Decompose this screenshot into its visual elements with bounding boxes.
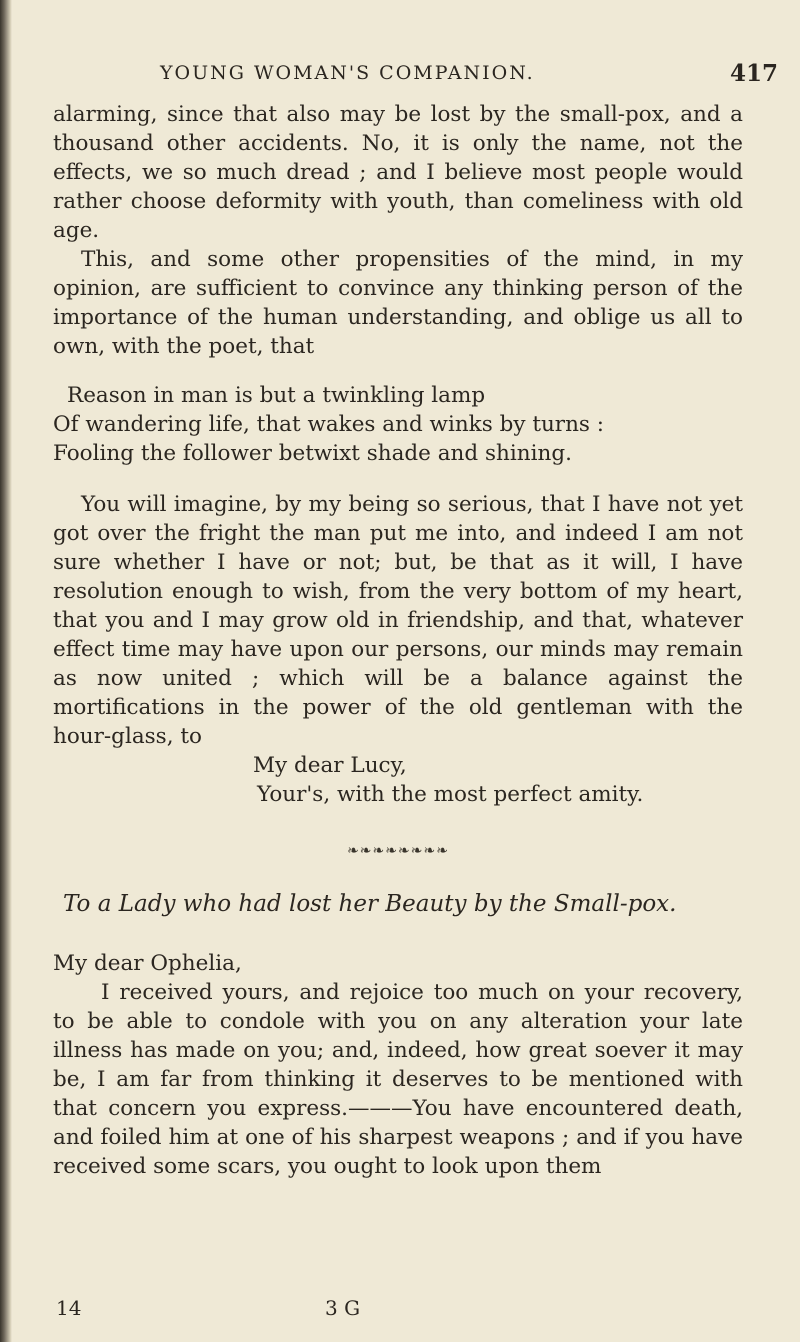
page-number: 417 — [730, 60, 779, 87]
signature-mark-right: 3 G — [325, 1296, 361, 1320]
letter-salutation: My dear Ophelia, — [53, 951, 242, 976]
page-footer — [0, 1296, 800, 1326]
signature-mark-left: 14 — [56, 1296, 82, 1320]
verse-line-2: Of wandering life, that wakes and winks by turns : — [53, 412, 605, 437]
running-head: YOUNG WOMAN'S COMPANION. — [160, 62, 535, 84]
verse-line-3: Fooling the follower betwixt shade and shining. — [53, 441, 572, 466]
page-body — [53, 100, 743, 1181]
page-binding-edge — [0, 0, 12, 1342]
verse-quotation — [53, 381, 743, 468]
letter-signoff-salutation: My dear Lucy, — [253, 753, 407, 778]
paragraph-2: This, and some other propensities of the mind, in my opinion, are sufficient to convince any thinking person of the importance of the human understanding, and oblige us all to own, with the poet, that — [53, 247, 743, 359]
ornament-divider: ❧❧❧❧❧❧❧❧ — [347, 843, 449, 859]
verse-line-1: Reason in man is but a twinkling lamp — [67, 383, 486, 408]
paragraph-3: You will imagine, by my being so serious, that I have not yet got over the fright the man put me into, and indeed I am not sure whether I have or not; but, be that as it will, I have resolution enough to wish, from the very bottom of my heart, that you and I may grow old in friendship, and that, whatever effect time may have upon our persons, our minds may remain as now united ; which will be a balance against the mortifications in the power of the old gentleman with the hour-glass, to — [53, 492, 743, 749]
letter-signoff-closing: Your's, with the most perfect amity. — [257, 782, 644, 807]
letter-body: I received yours, and rejoice too much on your recovery, to be able to condole with you on any alteration your late illness has made on you; and, indeed, how great soever it may be, I am far from thinking it deserves to be mentioned with that concern you express.———You have encountered death, and foiled him at one of his sharpest weapons ; and if you have received some scars, you ought to look upon them — [53, 980, 743, 1179]
page-header — [0, 62, 800, 92]
letter-title: To a Lady who had lost her Beauty by the Small-pox. — [63, 891, 677, 917]
paragraph-1: alarming, since that also may be lost by the small-pox, and a thousand other accidents. No, it is only the name, not the effects, we so much dread ; and I believe most people would rather choose deformity with youth, than comeliness with old age. — [53, 102, 743, 243]
